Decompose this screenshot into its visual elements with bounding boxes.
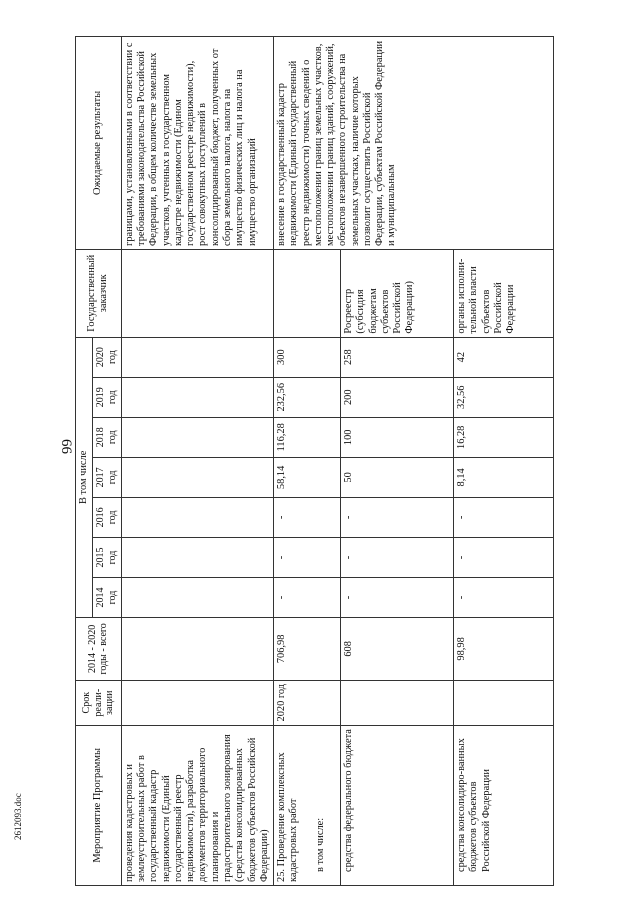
cell-results-25: внесение в государственный кадастр недвижимости (Единый государственный реестр недвижимости) точных сведений о местоположении границ земельных участков, местоположении границ зданий, сооружений, объектов незавершенного строительства на земельных участках, наличие которых позволит осуществить Российской Федерации, субъектам Российской Федерации и муниципальным [274, 37, 554, 250]
cell-measure-regional [454, 725, 554, 885]
header-total: 2014 - 2020 годы - всего [76, 618, 122, 681]
program-table [75, 36, 554, 886]
cell-measure-federal [341, 725, 454, 885]
cell-total: 706,98 [274, 618, 341, 681]
cell-2018: 116,28 [274, 417, 341, 457]
header-customer: Государственный заказчик [76, 249, 122, 337]
cell-2014: - [341, 578, 454, 618]
page-number: 66 [58, 439, 74, 454]
header-including: В том числе [76, 337, 93, 618]
program-table-rotated [75, 36, 517, 886]
measure-regional-label: средства консолидиро-ванных бюджетов субъектов Российской Федерации [456, 738, 492, 872]
header-year-2019: 2019 год [93, 377, 122, 417]
footer-filename: 2612093.doc [13, 793, 23, 840]
cell-measure-25 [274, 725, 341, 885]
cell-term [341, 680, 454, 725]
table-row-continued [121, 37, 273, 886]
cell-2020: 300 [274, 337, 341, 377]
header-year-2018: 2018 год [93, 417, 122, 457]
header-year-2016: 2016 год [93, 497, 122, 537]
cell-2016: - [341, 497, 454, 537]
cell-2019: 232,56 [274, 377, 341, 417]
header-year-2020: 2020 год [93, 337, 122, 377]
cell-2020: 258 [341, 337, 454, 377]
header-measure: Мероприятие Программы [76, 725, 122, 885]
measure-federal-label: средства федерального бюджета [343, 729, 355, 872]
including-label: в том числе: [314, 817, 326, 872]
header-year-2017: 2017 год [93, 457, 122, 497]
cell-2014: - [454, 578, 554, 618]
cell-2019: 32,56 [454, 377, 554, 417]
cell-2016: - [274, 497, 341, 537]
cell-2020: 42 [454, 337, 554, 377]
header-year-2015: 2015 год [93, 537, 122, 577]
cell-term [454, 680, 554, 725]
cell-results: границами, установленными в соответствии с требованиями законодательства Российской Федерации, в общем количестве земельных участков, учтенных в государственном кадастре недвижимости (Едином государственном реестре недвижимости), рост совокупных поступлений в консолидированный бюджет, полученных от сбора земельного налога, налога на имущество физических лиц и налога на имущество организаций [121, 37, 273, 250]
header-results: Ожидаемые результаты [76, 37, 122, 250]
cell-total: 98,98 [454, 618, 554, 681]
cell-2016: - [454, 497, 554, 537]
cell-2017: 58,14 [274, 457, 341, 497]
cell-measure: проведения кадастровых и землеустроительных работ в государственный кадастр недвижимости (Единый государственный реестр недвижимости), разработка документов территориального планирования и градостроительного зонирования (средства консолидированных бюджетов субъектов Российской Федерации) [121, 725, 273, 885]
cell-2018: 100 [341, 417, 454, 457]
cell-2015: - [341, 537, 454, 577]
cell-customer [274, 249, 341, 337]
cell-2015: - [454, 537, 554, 577]
header-row [76, 37, 93, 886]
cell-2017: 8,14 [454, 457, 554, 497]
header-term: Срок реали-зации [76, 680, 122, 725]
cell-2014: - [274, 578, 341, 618]
cell-2019: 200 [341, 377, 454, 417]
cell-customer: органы исполни-тельной власти субъектов Российской Федерации [454, 249, 554, 337]
cell-customer: Росреестр (субсидия бюджетам субъектов Российской Федерации) [341, 249, 454, 337]
cell-term: 2020 год [274, 680, 341, 725]
cell-2018: 16,28 [454, 417, 554, 457]
measure-25-title: 25. Проведение комплексных кадастровых работ [276, 752, 300, 882]
cell-total: 608 [341, 618, 454, 681]
table-row-25 [274, 37, 341, 886]
cell-2017: 50 [341, 457, 454, 497]
cell-2015: - [274, 537, 341, 577]
header-year-2014: 2014 год [93, 578, 122, 618]
